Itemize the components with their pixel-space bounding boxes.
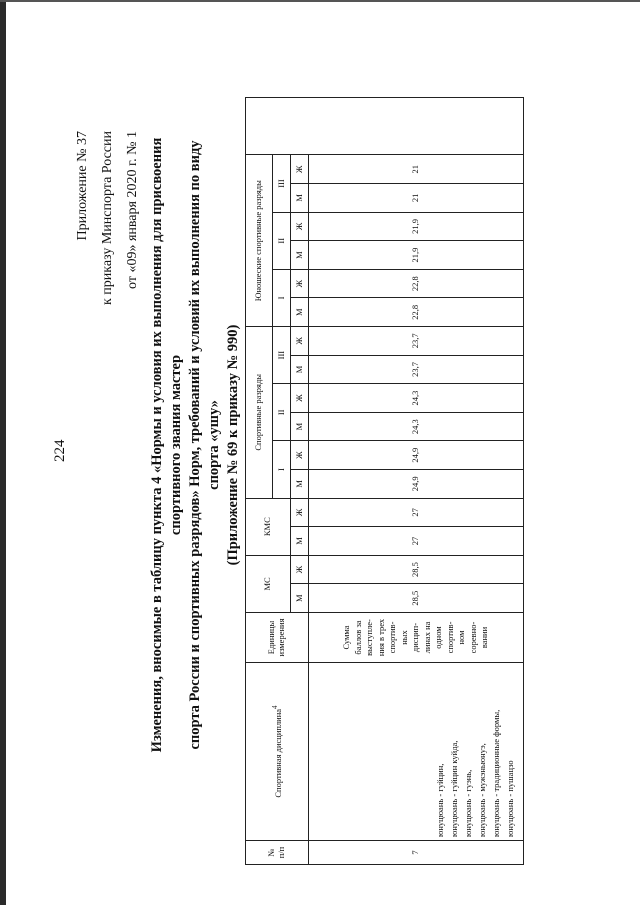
header-III-female: Ж (291, 327, 309, 356)
value-ms-male: 28,5 (309, 584, 524, 613)
header-units-line-1: Единицы (266, 620, 277, 655)
value-youth-III-male: 21 (309, 184, 524, 213)
title-line-2: спорта России и спортивных разрядов» Норм, требований и условий их выполнения по виду спорта «ушу» (187, 140, 222, 750)
header-youth-rank-II: II (273, 212, 291, 269)
appendix-line-3: от «09» января 2020 г. № 1 (125, 131, 140, 289)
units-line: ния в трех (375, 618, 386, 657)
value-I-male: 24,9 (309, 470, 524, 499)
appendix-line-2: к приказу Минспорта России (100, 131, 115, 305)
value-II-female: 24,3 (309, 384, 524, 413)
units-line: ных (398, 630, 409, 645)
units-line: ном (456, 630, 467, 645)
empty-column-block (246, 98, 524, 155)
header-number (246, 841, 309, 865)
value-youth-III-female: 21 (309, 155, 524, 184)
header-units (246, 613, 309, 663)
header-II-male: М (291, 412, 309, 441)
header-III-male: М (291, 355, 309, 384)
row-number: 7 (309, 841, 524, 865)
title-line-3: (Приложение № 69 к приказу № 990) (225, 324, 241, 566)
header-discipline (246, 663, 309, 841)
header-youth-rank-III: III (273, 155, 291, 212)
header-rank-II: II (273, 384, 291, 441)
value-youth-I-female: 22,8 (309, 269, 524, 298)
value-youth-II-male: 21,9 (309, 241, 524, 270)
header-row-1 (246, 41, 273, 865)
appendix-block (70, 131, 145, 305)
header-number-line-1: № (266, 848, 277, 857)
units-line: линах на (421, 621, 432, 654)
header-kms: КМС (246, 498, 291, 555)
header-ms-female: Ж (291, 555, 309, 584)
discipline-line: юнуцюань - гуйцин, (435, 763, 445, 837)
header-youth-I-female: Ж (291, 269, 309, 298)
header-I-male: М (291, 470, 309, 499)
header-kms-male: М (291, 527, 309, 556)
header-discipline-label: Спортивная дисциплина (272, 708, 283, 798)
value-youth-II-female: 21,9 (309, 212, 524, 241)
value-youth-I-male: 22,8 (309, 298, 524, 327)
row-units (309, 613, 524, 663)
header-rank-I: I (273, 441, 291, 498)
discipline-line: юнуцюань - гуэнь, (463, 769, 473, 837)
units-line: вании (479, 626, 490, 649)
document-title (148, 125, 243, 765)
header-ms: МС (246, 555, 291, 612)
units-line: Сумма (341, 625, 352, 650)
header-II-female: Ж (291, 384, 309, 413)
discipline-line: юнуцюань - традиционные формы, (491, 709, 501, 837)
header-number-line-2: п/п (276, 846, 286, 859)
header-youth-ranks: Юношеские спортивные разряды (246, 155, 273, 327)
value-kms-female: 27 (309, 498, 524, 527)
units-line: одном (433, 626, 444, 649)
header-rank-III: III (273, 327, 291, 384)
title-line-1: Изменения, вносимые в таблицу пункта 4 «Нормы и условия их выполнения для присвоения спортивного звания мастер (149, 137, 184, 753)
value-III-male: 23,7 (309, 355, 524, 384)
units-line: дисцип- (410, 622, 421, 653)
header-sport-ranks: Спортивные разряды (246, 327, 273, 499)
value-ms-female: 28,5 (309, 555, 524, 584)
header-youth-rank-I: I (273, 269, 291, 326)
discipline-line: юнуцюань - пушацзо (505, 760, 515, 837)
header-discipline-footnote: 4 (270, 705, 279, 709)
header-youth-II-male: М (291, 241, 309, 270)
table-row (309, 41, 524, 865)
header-youth-III-male: М (291, 184, 309, 213)
units-line: спортив- (387, 621, 398, 654)
header-youth-I-male: М (291, 298, 309, 327)
appendix-line-1: Приложение № 37 (75, 131, 90, 241)
norms-table (245, 40, 524, 865)
header-youth-III-female: Ж (291, 155, 309, 184)
discipline-line: юнуцюань - мужэньюнуэ, (477, 743, 487, 837)
units-line: баллов за (352, 620, 363, 655)
discipline-line: юнуцюань - гуйцин куйда, (449, 740, 459, 837)
page-number: 224 (52, 439, 68, 462)
value-kms-male: 27 (309, 527, 524, 556)
value-III-female: 23,7 (309, 327, 524, 356)
value-I-female: 24,9 (309, 441, 524, 470)
units-line: выступле- (364, 619, 375, 656)
units-line: спортив- (444, 621, 455, 654)
header-units-line-2: измерения (276, 618, 286, 657)
header-I-female: Ж (291, 441, 309, 470)
value-II-male: 24,3 (309, 412, 524, 441)
header-kms-female: Ж (291, 498, 309, 527)
units-line: соревно- (467, 621, 478, 654)
row-discipline (309, 663, 524, 841)
header-youth-II-female: Ж (291, 212, 309, 241)
header-ms-male: М (291, 584, 309, 613)
